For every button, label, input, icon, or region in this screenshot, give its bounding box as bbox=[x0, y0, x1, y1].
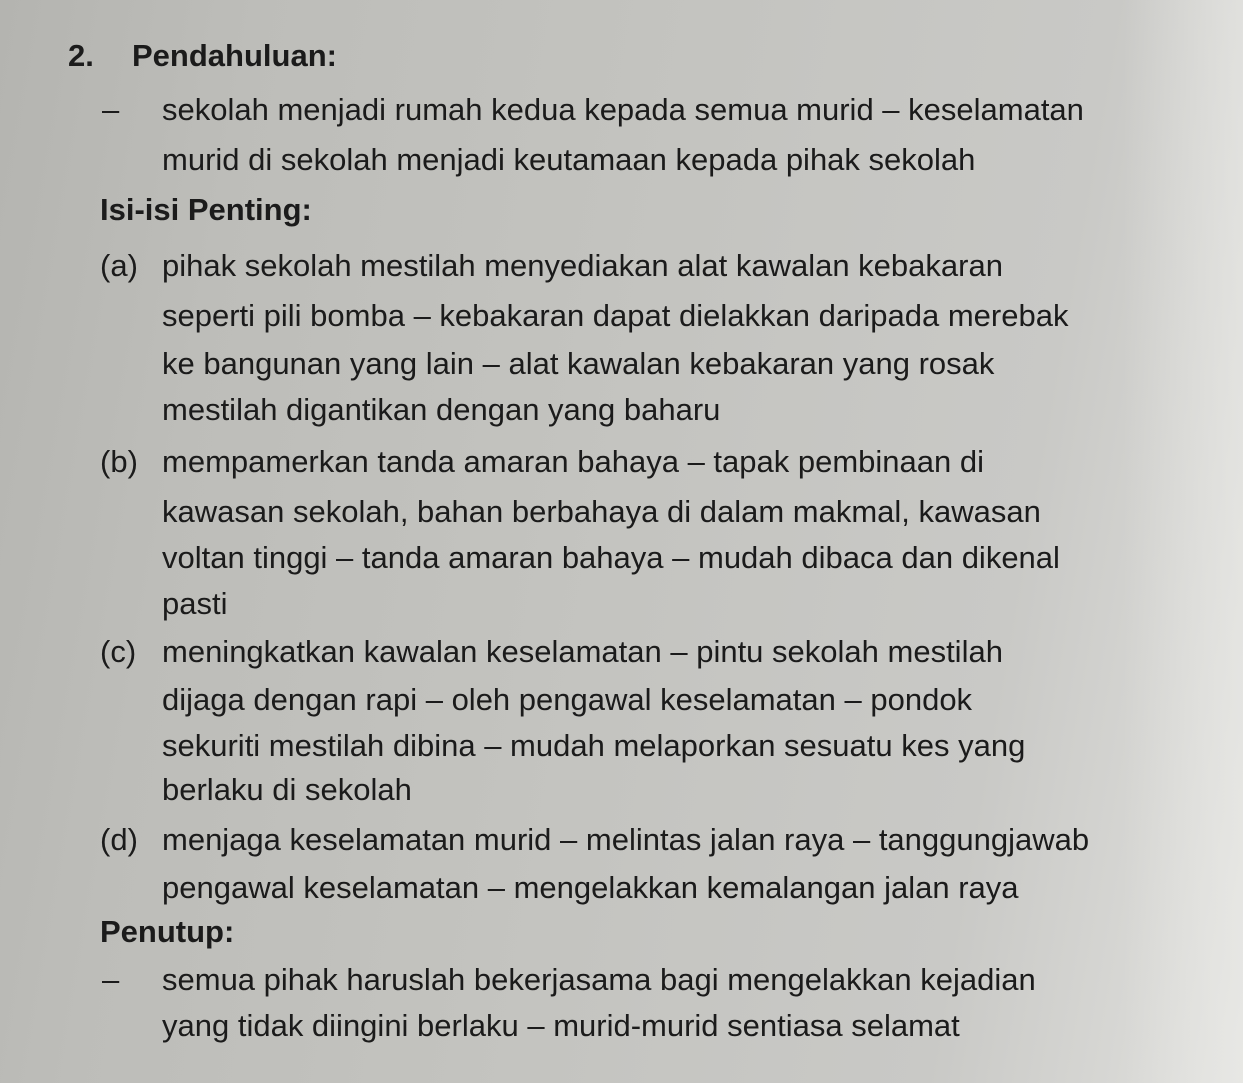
item-b-line-2: kawasan sekolah, bahan berbahaya di dalam makmal, kawasan bbox=[162, 494, 1041, 529]
item-a-line-4: mestilah digantikan dengan yang baharu bbox=[162, 392, 721, 427]
item-d-line-1: menjaga keselamatan murid – melintas jalan raya – tanggungjawab bbox=[162, 822, 1090, 857]
penutup-line-2: yang tidak diingini berlaku – murid-murid sentiasa selamat bbox=[162, 1008, 960, 1043]
item-c-label: (c) bbox=[100, 634, 137, 669]
item-a-label: (a) bbox=[100, 248, 138, 283]
item-a-line-3: ke bangunan yang lain – alat kawalan kebakaran yang rosak bbox=[162, 346, 995, 381]
pendahuluan-bullet: – bbox=[102, 92, 120, 127]
penutup-line-1: semua pihak haruslah bekerjasama bagi mengelakkan kejadian bbox=[162, 962, 1036, 997]
item-b-line-4: pasti bbox=[162, 586, 228, 621]
pendahuluan-line-2: murid di sekolah menjadi keutamaan kepada pihak sekolah bbox=[162, 142, 976, 177]
item-a-line-1: pihak sekolah mestilah menyediakan alat kawalan kebakaran bbox=[162, 248, 1003, 283]
item-b-label: (b) bbox=[100, 444, 138, 479]
item-b-line-3: voltan tinggi – tanda amaran bahaya – mudah dibaca dan dikenal bbox=[162, 540, 1060, 575]
pendahuluan-heading: Pendahuluan: bbox=[132, 38, 337, 73]
section-number: 2. bbox=[68, 38, 94, 73]
item-b-line-1: mempamerkan tanda amaran bahaya – tapak pembinaan di bbox=[162, 444, 985, 479]
item-a-line-2: seperti pili bomba – kebakaran dapat dielakkan daripada merebak bbox=[162, 298, 1069, 333]
item-c-line-1: meningkatkan kawalan keselamatan – pintu sekolah mestilah bbox=[162, 634, 1003, 669]
item-d-label: (d) bbox=[100, 822, 138, 857]
isi-heading: Isi-isi Penting: bbox=[100, 192, 312, 227]
item-c-line-3: sekuriti mestilah dibina – mudah melaporkan sesuatu kes yang bbox=[162, 728, 1026, 763]
item-c-line-4: berlaku di sekolah bbox=[162, 772, 412, 807]
item-c-line-2: dijaga dengan rapi – oleh pengawal keselamatan – pondok bbox=[162, 682, 973, 717]
penutup-heading: Penutup: bbox=[100, 914, 235, 949]
penutup-bullet: – bbox=[102, 962, 120, 997]
pendahuluan-line-1: sekolah menjadi rumah kedua kepada semua murid – keselamatan bbox=[162, 92, 1084, 127]
item-d-line-2: pengawal keselamatan – mengelakkan kemalangan jalan raya bbox=[162, 870, 1019, 905]
